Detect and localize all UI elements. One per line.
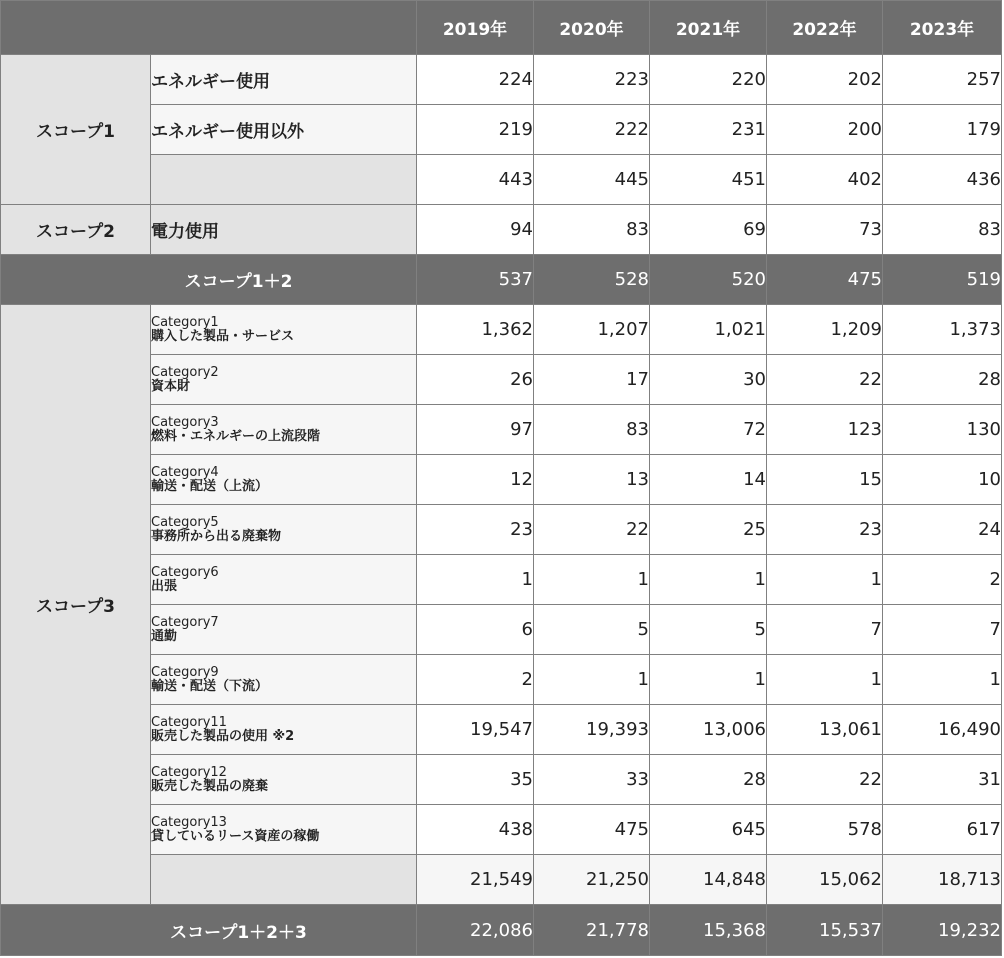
year-header: 2019年 — [417, 1, 534, 55]
value-cell: 28 — [883, 355, 1002, 405]
value-cell: 220 — [650, 55, 767, 105]
category-name: 輸送・配送（下流） — [151, 678, 269, 694]
value-cell: 26 — [417, 355, 534, 405]
value-cell: 14 — [650, 455, 767, 505]
value-cell: 222 — [534, 105, 650, 155]
value-cell: 1 — [767, 555, 883, 605]
value-cell: 5 — [650, 605, 767, 655]
category-code: Category11 — [151, 714, 227, 730]
value-cell: 72 — [650, 405, 767, 455]
year-header: 2023年 — [883, 1, 1002, 55]
total-cell: 15,537 — [767, 905, 883, 956]
category-code: Category2 — [151, 364, 219, 380]
value-cell: 69 — [650, 205, 767, 255]
value-cell: 83 — [883, 205, 1002, 255]
value-cell: 578 — [767, 805, 883, 855]
value-cell: 1,021 — [650, 305, 767, 355]
value-cell: 10 — [883, 455, 1002, 505]
value-cell: 200 — [767, 105, 883, 155]
subtotal-cell: 451 — [650, 155, 767, 205]
category-cell — [151, 505, 417, 555]
category-cell — [151, 405, 417, 455]
value-cell: 224 — [417, 55, 534, 105]
category-name: 販売した製品の使用 ※2 — [151, 728, 295, 744]
value-cell: 25 — [650, 505, 767, 555]
header-row — [1, 1, 1002, 55]
table-row — [1, 455, 1002, 505]
value-cell: 438 — [417, 805, 534, 855]
category-name: 事務所から出る廃棄物 — [151, 528, 282, 544]
subtotal-blank — [151, 855, 417, 905]
value-cell: 1,362 — [417, 305, 534, 355]
value-cell: 83 — [534, 405, 650, 455]
table-row — [1, 705, 1002, 755]
value-cell: 231 — [650, 105, 767, 155]
value-cell: 33 — [534, 755, 650, 805]
table-row — [1, 305, 1002, 355]
table-row — [1, 755, 1002, 805]
scope12-label: スコープ1＋2 — [1, 255, 417, 305]
subtotal-cell: 18,713 — [883, 855, 1002, 905]
category-cell — [151, 305, 417, 355]
subtotal-cell: 445 — [534, 155, 650, 205]
category-name: 購入した製品・サービス — [151, 328, 295, 344]
scope2-label: スコープ2 — [1, 205, 151, 255]
category-cell — [151, 705, 417, 755]
value-cell: 223 — [534, 55, 650, 105]
value-cell: 1 — [650, 555, 767, 605]
row-label: 電力使用 — [151, 205, 417, 255]
value-cell: 73 — [767, 205, 883, 255]
category-code: Category7 — [151, 614, 219, 630]
value-cell: 97 — [417, 405, 534, 455]
table-row — [1, 505, 1002, 555]
category-cell — [151, 555, 417, 605]
category-code: Category1 — [151, 314, 219, 330]
value-cell: 645 — [650, 805, 767, 855]
subtotal-cell: 14,848 — [650, 855, 767, 905]
category-name: 出張 — [151, 578, 178, 594]
value-cell: 28 — [650, 755, 767, 805]
subtotal-cell: 21,250 — [534, 855, 650, 905]
category-code: Category13 — [151, 814, 227, 830]
value-cell: 1,207 — [534, 305, 650, 355]
total-cell: 19,232 — [883, 905, 1002, 956]
total-cell: 520 — [650, 255, 767, 305]
scope123-label: スコープ1＋2＋3 — [1, 905, 417, 956]
value-cell: 257 — [883, 55, 1002, 105]
scope1-label: スコープ1 — [1, 55, 151, 205]
value-cell: 130 — [883, 405, 1002, 455]
total-cell: 21,778 — [534, 905, 650, 956]
value-cell: 475 — [534, 805, 650, 855]
subtotal-row — [1, 855, 1002, 905]
value-cell: 1 — [534, 555, 650, 605]
value-cell: 35 — [417, 755, 534, 805]
header-blank — [1, 1, 417, 55]
subtotal-cell: 15,062 — [767, 855, 883, 905]
category-code: Category5 — [151, 514, 219, 530]
value-cell: 17 — [534, 355, 650, 405]
category-name: 輸送・配送（上流） — [151, 478, 269, 494]
table-row — [1, 805, 1002, 855]
table-row — [1, 655, 1002, 705]
value-cell: 94 — [417, 205, 534, 255]
total-cell: 519 — [883, 255, 1002, 305]
value-cell: 16,490 — [883, 705, 1002, 755]
value-cell: 219 — [417, 105, 534, 155]
subtotal-row — [1, 155, 1002, 205]
category-cell — [151, 805, 417, 855]
value-cell: 202 — [767, 55, 883, 105]
table-row — [1, 205, 1002, 255]
value-cell: 1 — [767, 655, 883, 705]
value-cell: 22 — [767, 355, 883, 405]
total-cell: 528 — [534, 255, 650, 305]
total-cell: 22,086 — [417, 905, 534, 956]
value-cell: 7 — [883, 605, 1002, 655]
value-cell: 6 — [417, 605, 534, 655]
value-cell: 19,547 — [417, 705, 534, 755]
year-header: 2021年 — [650, 1, 767, 55]
table-row — [1, 355, 1002, 405]
value-cell: 123 — [767, 405, 883, 455]
category-cell — [151, 755, 417, 805]
value-cell: 179 — [883, 105, 1002, 155]
value-cell: 5 — [534, 605, 650, 655]
table-row — [1, 55, 1002, 105]
value-cell: 1 — [883, 655, 1002, 705]
total-cell: 475 — [767, 255, 883, 305]
value-cell: 22 — [767, 755, 883, 805]
category-name: 資本財 — [151, 378, 191, 394]
subtotal-cell: 443 — [417, 155, 534, 205]
category-cell — [151, 605, 417, 655]
value-cell: 31 — [883, 755, 1002, 805]
total-cell: 15,368 — [650, 905, 767, 956]
category-name: 通勤 — [151, 628, 178, 644]
value-cell: 2 — [883, 555, 1002, 605]
category-code: Category4 — [151, 464, 219, 480]
value-cell: 1 — [650, 655, 767, 705]
scope3-section — [1, 305, 1002, 905]
subtotal-blank — [151, 155, 417, 205]
year-header: 2020年 — [534, 1, 650, 55]
subtotal-cell: 21,549 — [417, 855, 534, 905]
category-code: Category9 — [151, 664, 219, 680]
value-cell: 7 — [767, 605, 883, 655]
value-cell: 24 — [883, 505, 1002, 555]
value-cell: 19,393 — [534, 705, 650, 755]
category-name: 燃料・エネルギーの上流段階 — [151, 428, 321, 444]
category-name: 貸しているリース資産の稼働 — [151, 828, 320, 844]
year-header: 2022年 — [767, 1, 883, 55]
category-cell — [151, 355, 417, 405]
table-row — [1, 555, 1002, 605]
row-label: エネルギー使用以外 — [151, 105, 417, 155]
value-cell: 1 — [417, 555, 534, 605]
subtotal-cell: 402 — [767, 155, 883, 205]
total-cell: 537 — [417, 255, 534, 305]
value-cell: 13 — [534, 455, 650, 505]
value-cell: 1,373 — [883, 305, 1002, 355]
value-cell: 13,006 — [650, 705, 767, 755]
category-code: Category3 — [151, 414, 219, 430]
value-cell: 617 — [883, 805, 1002, 855]
value-cell: 15 — [767, 455, 883, 505]
table-row — [1, 405, 1002, 455]
total-row — [1, 255, 1002, 305]
subtotal-cell: 436 — [883, 155, 1002, 205]
scope3-label: スコープ3 — [1, 305, 151, 905]
value-cell: 22 — [534, 505, 650, 555]
table-row — [1, 605, 1002, 655]
category-code: Category6 — [151, 564, 219, 580]
value-cell: 2 — [417, 655, 534, 705]
category-cell — [151, 455, 417, 505]
value-cell: 23 — [417, 505, 534, 555]
row-label: エネルギー使用 — [151, 55, 417, 105]
value-cell: 1 — [534, 655, 650, 705]
value-cell: 1,209 — [767, 305, 883, 355]
category-name: 販売した製品の廃棄 — [151, 778, 269, 794]
value-cell: 30 — [650, 355, 767, 405]
value-cell: 12 — [417, 455, 534, 505]
value-cell: 23 — [767, 505, 883, 555]
category-code: Category12 — [151, 764, 227, 780]
category-cell — [151, 655, 417, 705]
total-row — [1, 905, 1002, 956]
value-cell: 13,061 — [767, 705, 883, 755]
value-cell: 83 — [534, 205, 650, 255]
table-row — [1, 105, 1002, 155]
